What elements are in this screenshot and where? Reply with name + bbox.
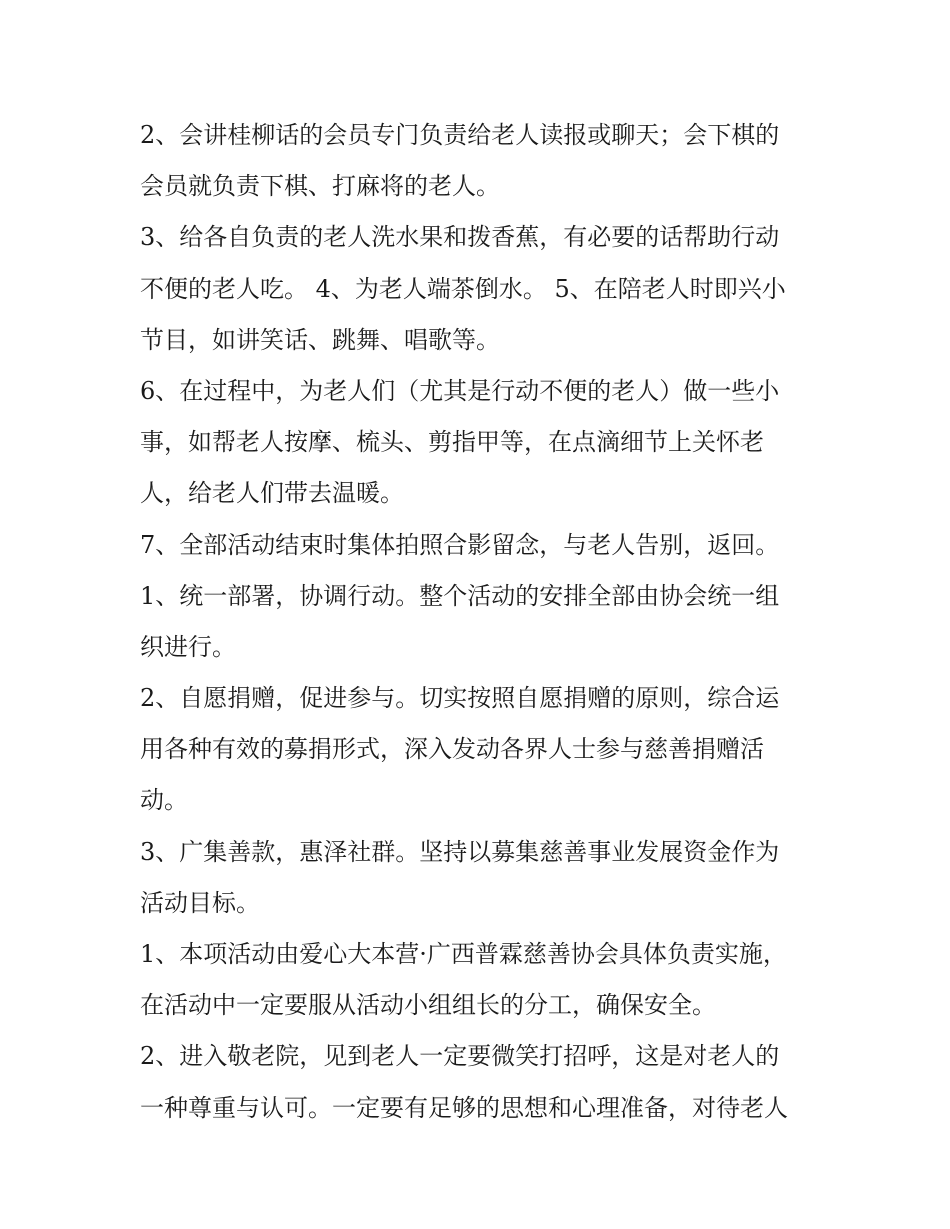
text-line: 2、进入敬老院，见到老人一定要微笑打招呼，这是对老人的 [140, 1042, 780, 1071]
text-line: 在活动中一定要服从活动小组组长的分工，确保安全。 [140, 991, 716, 1020]
text-line: 节目，如讲笑话、跳舞、唱歌等。 [140, 325, 500, 354]
text-line: 3、给各自负责的老人洗水果和拨香蕉，有必要的话帮助行动 [140, 223, 780, 252]
text-line: 2、会讲桂柳话的会员专门负责给老人读报或聊天；会下棋的 [140, 121, 780, 149]
text-line: 一种尊重与认可。一定要有足够的思想和心理准备，对待老人 [140, 1093, 788, 1122]
text-line: 6、在过程中，为老人们（尤其是行动不便的老人）做一些小 [140, 376, 780, 405]
text-line: 动。 [140, 786, 188, 815]
text-line: 1、本项活动由爱心大本营·广西普霖慈善协会具体负责实施， [140, 940, 787, 968]
text-line: 人，给老人们带去温暖。 [140, 479, 404, 508]
text-line: 2、自愿捐赠，促进参与。切实按照自愿捐赠的原则，综合运 [140, 684, 780, 713]
text-line: 不便的老人吃。 4、为老人端茶倒水。 5、在陪老人时即兴小 [140, 274, 786, 303]
text-line: 用各种有效的募捐形式，深入发动各界人士参与慈善捐赠活 [140, 735, 764, 764]
text-line: 织进行。 [140, 632, 236, 661]
text-line: 7、全部活动结束时集体拍照合影留念，与老人告别，返回。 [140, 530, 780, 559]
text-line: 1、统一部署，协调行动。整个活动的安排全部由协会统一组 [140, 581, 780, 610]
document-body [140, 110, 820, 1134]
text-line: 事，如帮老人按摩、梳头、剪指甲等，在点滴细节上关怀老 [140, 428, 764, 457]
text-line: 活动目标。 [140, 888, 260, 917]
text-line: 3、广集善款，惠泽社群。坚持以募集慈善事业发展资金作为 [140, 837, 780, 866]
text-line: 会员就负责下棋、打麻将的老人。 [140, 172, 500, 201]
